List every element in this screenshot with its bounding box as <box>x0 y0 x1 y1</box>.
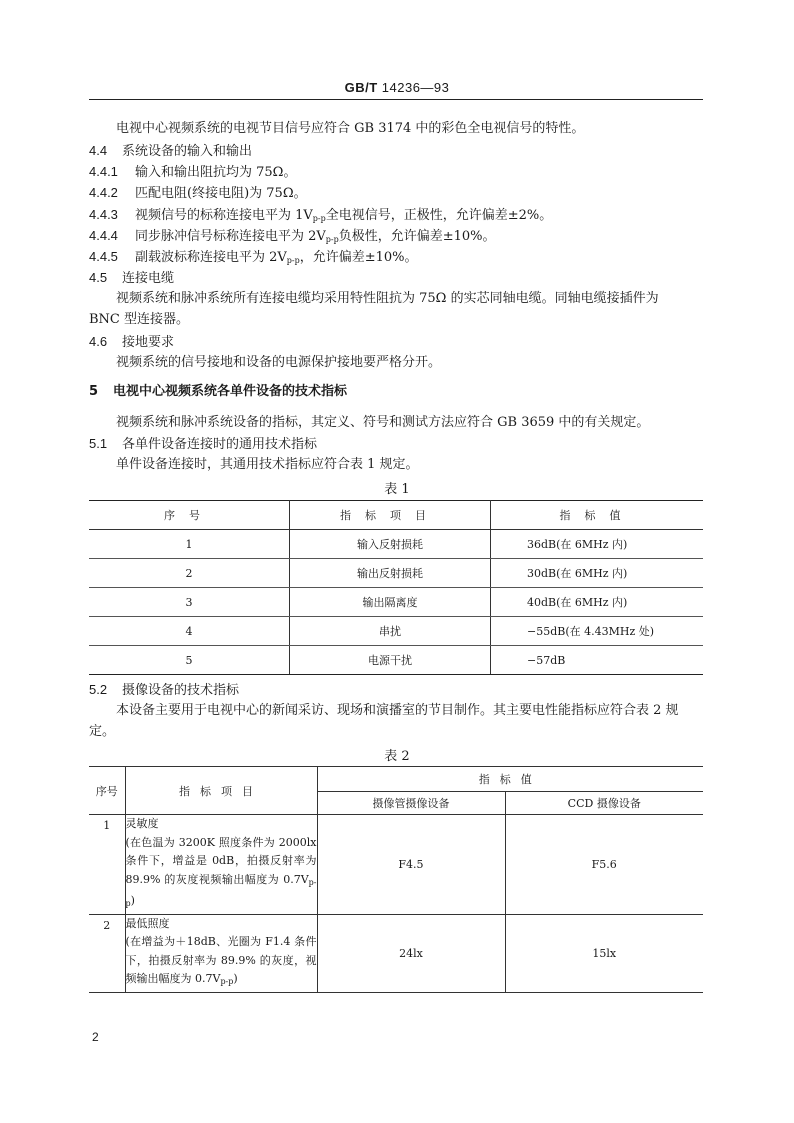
intro-text: 电视中心视频系统的电视节目信号应符合 GB 3174 中的彩色全电视信号的特性。 <box>116 121 585 136</box>
section-4-4-5: 4.4.5 副载波标称连接电平为 $2V_{p-p}$，允许偏差±10%。 <box>89 249 418 265</box>
section-4-5-text-2: BNC 型连接器。 <box>89 312 190 327</box>
cell-item: 输入反射损耗 <box>290 530 491 559</box>
table-1-caption: 表 1 <box>384 482 410 497</box>
col-header-tube-camera: 摄像管摄像设备 <box>317 792 505 815</box>
cell-value-ccd: F5.6 <box>505 815 703 915</box>
table-header-row <box>89 767 703 792</box>
table-row <box>89 815 703 915</box>
cell-value-ccd: 15lx <box>505 914 703 992</box>
table-row <box>89 559 703 588</box>
section-5-heading: 5 电视中心视频系统各单件设备的技术指标 <box>89 384 348 399</box>
section-4-6: 4.6 接地要求 <box>89 334 175 350</box>
section-4-5: 4.5 连接电缆 <box>89 270 175 286</box>
cell-value: 40dB(在 6MHz 内) <box>491 588 704 617</box>
cell-no: 1 <box>89 530 290 559</box>
section-4-4-1: 4.4.1 输入和输出阻抗均为 75Ω。 <box>89 164 297 180</box>
section-5-text: 视频系统和脉冲系统设备的指标，其定义、符号和测试方法应符合 GB 3659 中的有关规定。 <box>116 415 650 430</box>
section-4-5-text-1: 视频系统和脉冲系统所有连接电缆均采用特性阻抗为 75Ω 的实芯同轴电缆。同轴电缆接插件为 <box>116 291 659 306</box>
cell-no: 1 <box>89 815 125 915</box>
col-header-no: 序号 <box>89 767 125 815</box>
cell-item: 串扰 <box>290 617 491 646</box>
item-title: 最低照度 <box>125 916 170 930</box>
section-5-2: 5.2 摄像设备的技术指标 <box>89 682 240 698</box>
section-5-1-text: 单件设备连接时，其通用技术指标应符合表 1 规定。 <box>116 457 419 472</box>
item-title: 灵敏度 <box>125 817 159 830</box>
col-header-value: 指标值 <box>491 501 704 530</box>
page-number: 2 <box>92 1030 99 1044</box>
header-rule <box>89 99 703 100</box>
col-header-item: 指标项目 <box>125 767 317 815</box>
item-description: (在增益为＋18dB、光圈为 F1.4 条件下，拍摄反射率为 89.9% 的灰度，视频输出幅度为 $0.7V_{p-p}$) <box>125 935 317 986</box>
section-4-4-2: 4.4.2 匹配电阻(终接电阻)为 75Ω。 <box>89 185 307 201</box>
cell-item: 输出隔离度 <box>290 588 491 617</box>
page-header <box>0 80 794 95</box>
table-header-row <box>89 501 703 530</box>
table-row <box>89 646 703 675</box>
standard-code: GB/T <box>344 80 378 95</box>
table-row <box>89 914 703 992</box>
standard-number: 14236—93 <box>381 80 450 95</box>
cell-value: 36dB(在 6MHz 内) <box>491 530 704 559</box>
cell-item: 输出反射损耗 <box>290 559 491 588</box>
section-4-4-4: 4.4.4 同步脉冲信号标称连接电平为 $2V_{p-p}$负极性，允许偏差±10%。 <box>89 228 496 244</box>
cell-item <box>125 815 317 915</box>
cell-value: 30dB(在 6MHz 内) <box>491 559 704 588</box>
col-header-ccd-camera: CCD 摄像设备 <box>505 792 703 815</box>
col-header-item: 指标项目 <box>290 501 491 530</box>
col-header-value: 指标值 <box>317 767 703 792</box>
table-1 <box>89 500 703 675</box>
section-5-2-text-1: 本设备主要用于电视中心的新闻采访、现场和演播室的节目制作。其主要电性能指标应符合表 2 规 <box>116 703 679 718</box>
cell-no: 5 <box>89 646 290 675</box>
col-header-no: 序号 <box>89 501 290 530</box>
item-description: (在色温为 3200K 照度条件为 2000lx 条件下，增益是 0dB，拍摄反射率为 89.9% 的灰度视频输出幅度为 $0.7V_{p-p}$) <box>125 835 317 908</box>
cell-item: 电源干扰 <box>290 646 491 675</box>
cell-value-tube: 24lx <box>317 914 505 992</box>
cell-no: 4 <box>89 617 290 646</box>
section-5-1: 5.1 各单件设备连接时的通用技术指标 <box>89 436 318 452</box>
section-4-4-3: 4.4.3 视频信号的标称连接电平为 $1V_{p-p}$全电视信号，正极性，允许偏差±2%。 <box>89 207 553 223</box>
section-4-4: 4.4 系统设备的输入和输出 <box>89 143 253 159</box>
cell-no: 2 <box>89 559 290 588</box>
table-row <box>89 530 703 559</box>
cell-value-tube: F4.5 <box>317 815 505 915</box>
cell-item <box>125 914 317 992</box>
table-2 <box>89 766 703 993</box>
table-2-caption: 表 2 <box>384 749 410 764</box>
section-5-2-text-2: 定。 <box>89 724 116 739</box>
cell-value: −55dB(在 4.43MHz 处) <box>491 617 704 646</box>
cell-value: −57dB <box>491 646 704 675</box>
cell-no: 2 <box>89 914 125 992</box>
section-4-6-text: 视频系统的信号接地和设备的电源保护接地要严格分开。 <box>116 355 442 370</box>
table-row <box>89 617 703 646</box>
cell-no: 3 <box>89 588 290 617</box>
table-row <box>89 588 703 617</box>
